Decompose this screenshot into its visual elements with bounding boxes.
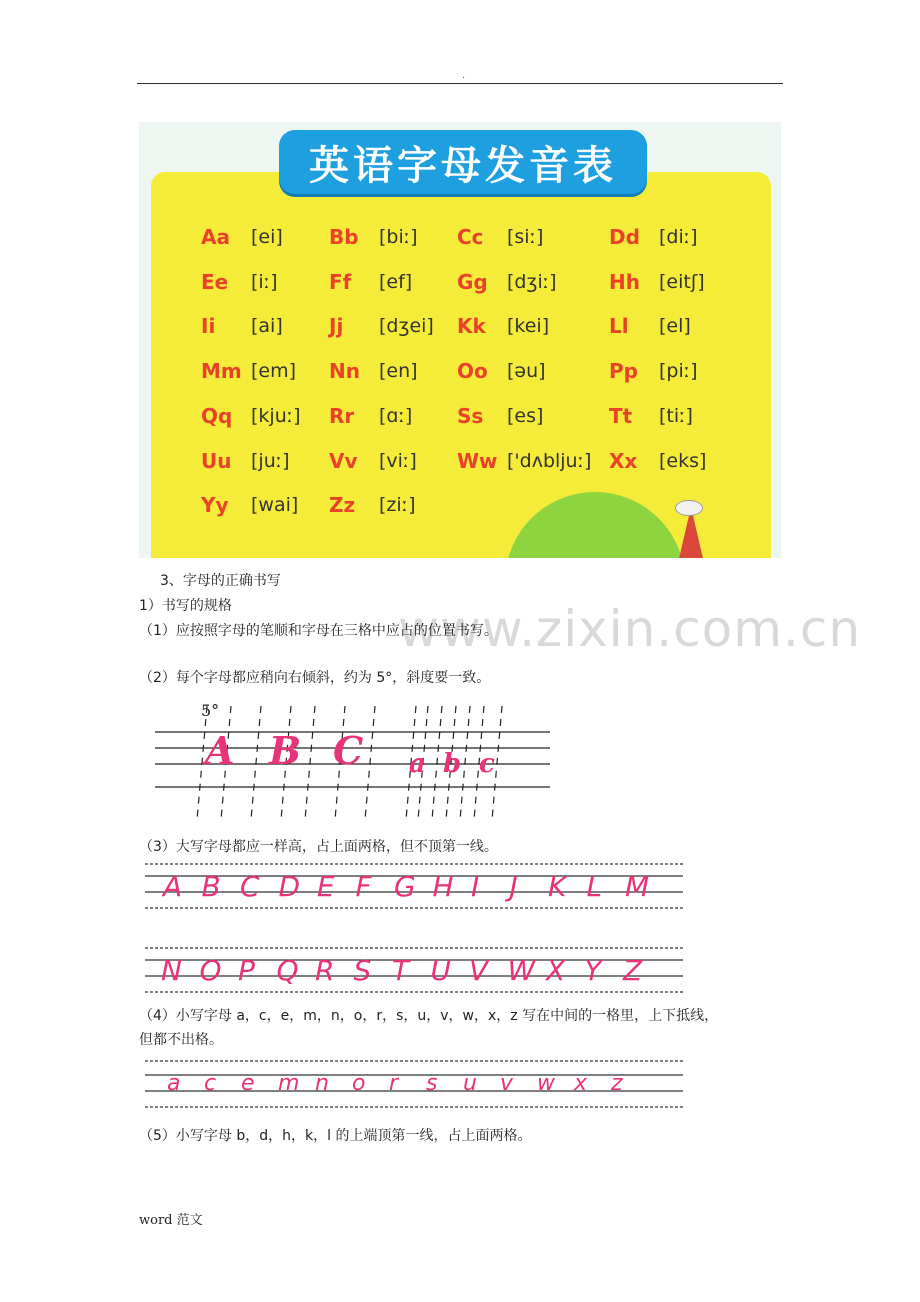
practice-letter: m: [278, 1071, 300, 1096]
practice-letter: z: [611, 1071, 623, 1096]
chart-phonetic: [dʒei]: [379, 315, 434, 338]
chart-cell: [201, 446, 290, 476]
chart-cell: [609, 267, 705, 297]
chart-letter: Jj: [329, 314, 344, 339]
chart-phonetic: [dʒiː]: [507, 270, 557, 293]
practice-letter: X: [546, 954, 566, 987]
practice-letter: s: [426, 1071, 438, 1096]
practice-letter: M: [625, 870, 650, 903]
chart-phonetic: [es]: [507, 404, 544, 427]
practice-letter: H: [432, 870, 454, 903]
chart-letter: Rr: [329, 403, 355, 428]
chart-phonetic: ['dʌbljuː]: [507, 449, 592, 472]
header-mark: .: [462, 70, 466, 81]
chart-title-box: [279, 130, 647, 194]
chart-letter: Cc: [457, 225, 484, 249]
rule-1: （1）应按照字母的笔顺和字母在三格中应占的位置书写。: [139, 623, 498, 639]
slant-letter: c: [479, 749, 495, 779]
slant-letter: A: [205, 728, 235, 773]
chart-phonetic: [em]: [251, 360, 297, 383]
subsection-heading: 1）书写的规格: [139, 598, 232, 614]
chart-cell: [201, 490, 298, 520]
chart-phonetic: [ai]: [251, 315, 283, 338]
practice-letter: R: [315, 954, 335, 987]
chart-cell: [329, 267, 412, 297]
slant-letter: B: [269, 728, 302, 773]
practice-letter: T: [392, 954, 410, 987]
chart-cell: [609, 446, 706, 476]
slant-letter: C: [333, 728, 364, 773]
chart-phonetic: [el]: [659, 315, 691, 338]
slant-figure: [155, 700, 555, 825]
chart-letter: Aa: [201, 225, 230, 249]
practice-letter: K: [548, 870, 567, 903]
chart-cell: [329, 311, 434, 341]
chart-letter: Ff: [329, 269, 352, 294]
chart-letter: Uu: [201, 448, 232, 473]
chart-phonetic: [iː]: [251, 270, 278, 293]
hat-pom: [675, 500, 703, 516]
chart-letter: Ll: [609, 314, 629, 339]
practice-letter: c: [204, 1071, 217, 1096]
practice-letter: A: [163, 870, 183, 903]
practice-letter: G: [394, 870, 416, 903]
chart-cell: [457, 356, 546, 386]
chart-letter: Pp: [609, 359, 638, 384]
practice-letter: L: [586, 870, 603, 903]
practice-letter: N: [161, 954, 182, 987]
chart-phonetic: [wai]: [251, 494, 299, 517]
chart-phonetic: [viː]: [379, 449, 417, 472]
practice-letter: Z: [623, 954, 643, 987]
practice-letter: r: [389, 1071, 399, 1096]
chart-cell: [609, 401, 693, 431]
chart-letter: Ww: [457, 448, 498, 473]
chart-cell: [457, 222, 543, 252]
practice-letter: B: [201, 870, 221, 903]
chart-cell: [329, 490, 415, 520]
practice-letter: W: [507, 954, 536, 987]
practice-letter: n: [315, 1071, 329, 1096]
practice-letter: a: [167, 1071, 181, 1096]
practice-letter: I: [471, 870, 480, 903]
practice-letter: Y: [584, 954, 602, 987]
slant-letter: a: [409, 749, 426, 779]
chart-phonetic: [ɑː]: [379, 404, 413, 427]
header-rule: [137, 83, 783, 84]
practice-letter: V: [469, 954, 489, 987]
chart-cell: [609, 311, 691, 341]
chart-cell: [201, 401, 301, 431]
chart-phonetic: [əu]: [507, 360, 546, 383]
section-heading: 3、字母的正确书写: [160, 573, 281, 589]
slant-letter: b: [443, 749, 462, 779]
practice-letter: D: [278, 870, 301, 903]
uppercase-practice: [145, 858, 685, 998]
lowercase-practice: [145, 1055, 685, 1115]
practice-letter: O: [199, 954, 222, 987]
practice-letter: F: [355, 870, 372, 903]
chart-letter: Tt: [609, 403, 633, 428]
chart-cell: [201, 356, 296, 386]
chart-phonetic: [siː]: [507, 226, 544, 248]
rule-4-line2: 但都不出格。: [139, 1032, 223, 1048]
chart-letter: Yy: [201, 493, 229, 518]
chart-phonetic: [ziː]: [379, 494, 416, 517]
chart-phonetic: [diː]: [659, 226, 698, 248]
chart-letter: Dd: [609, 225, 640, 249]
rule-2: （2）每个字母都应稍向右倾斜，约为 5°，斜度要一致。: [139, 670, 491, 686]
chart-phonetic: [eitʃ]: [659, 270, 705, 293]
practice-letter: P: [238, 954, 255, 987]
slant-guide: [432, 706, 442, 820]
chart-cell: [457, 446, 591, 476]
chart-cell: [201, 267, 278, 297]
chart-letter: Kk: [457, 314, 486, 339]
chart-letter: Oo: [457, 359, 488, 384]
watermark: www.zixin.com.cn: [398, 600, 862, 658]
rule-5: （5）小写字母 b，d，h，k，l 的上端顶第一线，占上面两格。: [139, 1128, 532, 1144]
chart-phonetic: [kjuː]: [251, 404, 301, 427]
slant-guide: [365, 706, 375, 820]
practice-letter: v: [500, 1071, 514, 1096]
practice-letter: J: [509, 870, 518, 903]
chart-phonetic: [tiː]: [659, 404, 693, 427]
chart-phonetic: [piː]: [659, 360, 698, 383]
chart-phonetic: [ef]: [379, 270, 413, 293]
chart-letter: Ee: [201, 269, 229, 294]
practice-letter: o: [352, 1071, 366, 1096]
practice-letter: C: [240, 870, 260, 903]
chart-title: 英语字母发音表: [309, 142, 617, 189]
chart-cell: [201, 222, 283, 252]
slant-guide: [460, 706, 470, 820]
angle-label: 5°: [201, 701, 220, 720]
practice-letter: x: [574, 1071, 588, 1096]
chart-cell: [329, 222, 418, 252]
practice-letter: S: [353, 954, 372, 987]
chart-phonetic: [en]: [379, 360, 418, 383]
chart-cell: [457, 311, 549, 341]
chart-cell: [457, 401, 543, 431]
chart-letter: Ii: [201, 314, 216, 339]
chart-letter: Xx: [609, 448, 638, 473]
chart-cell: [457, 267, 557, 297]
chart-letter: Ss: [457, 403, 484, 428]
practice-letter: w: [537, 1071, 555, 1096]
chart-phonetic: [kei]: [507, 315, 550, 338]
chart-phonetic: [biː]: [379, 226, 418, 248]
chart-phonetic: [ei]: [251, 226, 283, 248]
chart-letter: Zz: [329, 493, 356, 518]
chart-cell: [609, 222, 698, 252]
practice-letter: Q: [276, 954, 299, 987]
practice-letter: e: [241, 1071, 255, 1096]
practice-letter: U: [430, 954, 451, 987]
chart-phonetic: [juː]: [251, 449, 290, 472]
chart-cell: [329, 401, 412, 431]
chart-letter: Bb: [329, 225, 359, 249]
chart-cell: [201, 311, 283, 341]
chart-letter: Mm: [201, 359, 242, 384]
chart-letter: Gg: [457, 269, 488, 294]
chart-letter: Vv: [329, 448, 358, 473]
chart-cell: [609, 356, 698, 386]
chart-phonetic: [eks]: [659, 449, 707, 472]
practice-letter: u: [463, 1071, 477, 1096]
chart-letter: Hh: [609, 269, 640, 294]
rule-4-line1: （4）小写字母 a，c，e，m，n，o，r，s，u，v，w，x，z 写在中间的一格里，上下抵线，: [139, 1008, 719, 1024]
chart-cell: [329, 356, 418, 386]
chart-letter: Nn: [329, 359, 360, 384]
slant-guide: [305, 706, 315, 820]
rule-3: （3）大写字母都应一样高，占上面两格，但不顶第一线。: [139, 839, 498, 855]
practice-letter: E: [317, 870, 335, 903]
chart-cell: [329, 446, 417, 476]
chart-letter: Qq: [201, 403, 233, 428]
footer-text: word 范文: [139, 1213, 203, 1228]
slant-guide: [251, 706, 261, 820]
alphabet-chart-image: [139, 122, 781, 558]
